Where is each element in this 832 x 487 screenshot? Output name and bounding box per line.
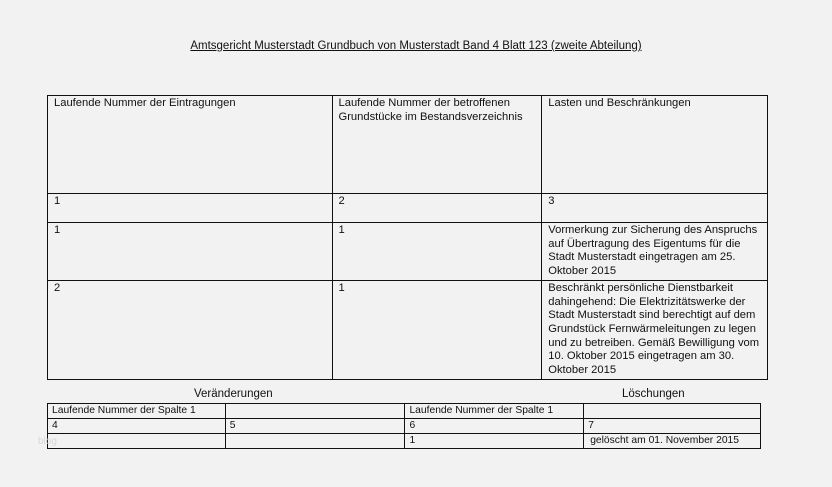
column-number: 4 (48, 419, 226, 434)
document-title: Amtsgericht Musterstadt Grundbuch von Musterstadt Band 4 Blatt 123 (zweite Abteilung) (190, 40, 642, 52)
header-cell: Laufende Nummer der betroffenen Grundstücke im Bestandsverzeichnis (332, 96, 542, 194)
table-row (48, 434, 761, 449)
watermark: blog (38, 436, 57, 447)
header-cell (225, 404, 405, 419)
entry-number: 1 (48, 223, 333, 281)
column-number: 5 (225, 419, 405, 434)
entries-table (47, 95, 768, 380)
table-header-row (48, 96, 768, 194)
table-row (48, 223, 768, 281)
entry-number: 2 (48, 280, 333, 379)
header-cell: Laufende Nummer der Eintragungen (48, 96, 333, 194)
cell (48, 434, 226, 449)
header-cell (584, 404, 761, 419)
deletions-heading: Löschungen (622, 388, 685, 400)
deletion-note: gelöscht am 01. November 2015 (584, 434, 761, 449)
encumbrance-text: Beschränkt persönliche Dienstbarkeit dahingehend: Die Elektrizitätswerke der Stadt Musterstadt sind berechtigt auf dem Grundstück Fernwärmeleitungen zu legen und zu betreiben. Gemäß Bewilligung vom 10. Oktober 2015 eingetragen am 30. Oktober 2015 (542, 280, 768, 379)
header-cell: Lasten und Beschränkungen (542, 96, 768, 194)
encumbrance-text: Vormerkung zur Sicherung des Anspruchs auf Übertragung des Eigentums für die Stadt Musterstadt eingetragen am 25. Oktober 2015 (542, 223, 768, 281)
parcel-number: 1 (332, 280, 542, 379)
table-header-row (48, 404, 761, 419)
parcel-number: 1 (332, 223, 542, 281)
header-cell: Laufende Nummer der Spalte 1 (48, 404, 226, 419)
column-number-row (48, 194, 768, 223)
cell (225, 434, 405, 449)
column-number: 2 (332, 194, 542, 223)
changes-deletions-table (47, 403, 761, 449)
column-number: 7 (584, 419, 761, 434)
table-row (48, 280, 768, 379)
changes-heading: Veränderungen (194, 388, 273, 400)
column-number: 6 (405, 419, 584, 434)
header-cell: Laufende Nummer der Spalte 1 (405, 404, 584, 419)
column-number-row (48, 419, 761, 434)
column-number: 3 (542, 194, 768, 223)
column-number: 1 (48, 194, 333, 223)
cell: 1 (405, 434, 584, 449)
